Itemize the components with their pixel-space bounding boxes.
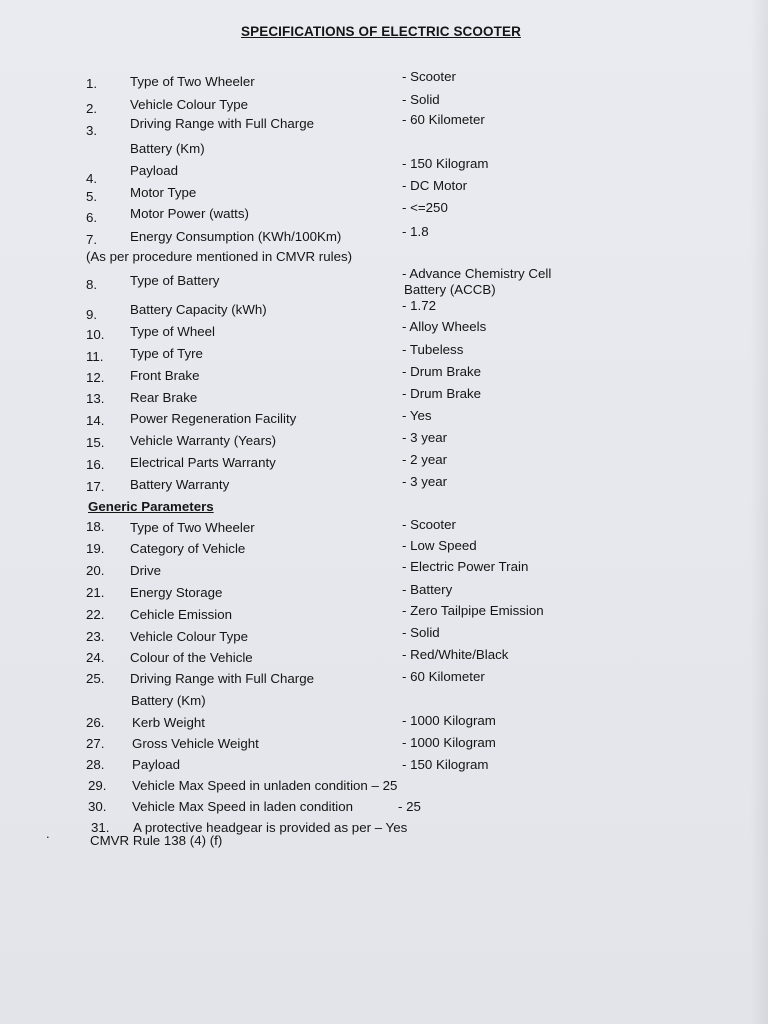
spec-label: Motor Type — [130, 185, 197, 200]
spec-number: 18. — [86, 519, 105, 534]
spec-number: 21. — [86, 585, 105, 600]
spec-value: - Zero Tailpipe Emission — [402, 603, 544, 618]
spec-number: 2. — [86, 101, 98, 116]
spec-row-continuation — [0, 141, 768, 161]
spec-value: - Low Speed — [402, 538, 477, 553]
spec-label: Energy Consumption (KWh/100Km) — [130, 229, 342, 244]
spec-number: 29. — [88, 778, 107, 793]
spec-label: Energy Storage — [130, 585, 223, 600]
spec-row — [0, 603, 768, 627]
spec-label: Drive — [130, 563, 162, 578]
spec-row — [0, 388, 768, 408]
spec-row — [0, 559, 768, 583]
spec-label: Category of Vehicle — [130, 541, 246, 556]
spec-number: 6. — [86, 210, 98, 225]
spec-row — [0, 432, 768, 452]
spec-row — [0, 366, 768, 386]
spec-label: Kerb Weight — [132, 715, 205, 730]
spec-number: 3. — [86, 123, 98, 138]
spec-value-continuation-row — [0, 282, 768, 302]
spec-label-continuation: Battery (Km) — [131, 693, 206, 708]
spec-label: Type of Wheel — [130, 324, 215, 339]
spec-label: Vehicle Colour Type — [130, 97, 249, 112]
spec-label: Motor Power (watts) — [130, 206, 249, 221]
spec-row — [0, 200, 768, 226]
spec-row — [0, 178, 768, 205]
spec-label: Battery Warranty — [130, 477, 230, 492]
spec-number: 30. — [88, 799, 107, 814]
spec-value: - 3 year — [402, 474, 448, 489]
spec-value: - 60 Kilometer — [402, 669, 485, 684]
spec-number: 4. — [86, 171, 98, 186]
spec-row — [0, 671, 768, 691]
spec-label: Driving Range with Full Charge — [130, 116, 315, 131]
spec-number: 27. — [86, 736, 105, 751]
spec-value: - <=250 — [402, 200, 448, 215]
spec-number: 1. — [86, 76, 98, 91]
spec-value: - 60 Kilometer — [402, 112, 485, 127]
spec-value: - Yes — [402, 408, 432, 423]
spec-number: 9. — [86, 307, 98, 322]
spec-row — [0, 538, 768, 561]
spec-label: Front Brake — [130, 368, 200, 383]
spec-value: - Scooter — [402, 69, 456, 84]
spec-label: Electrical Parts Warranty — [130, 455, 276, 470]
spec-number: 8. — [86, 277, 98, 292]
spec-number: 25. — [86, 671, 105, 686]
spec-row — [0, 625, 768, 649]
spec-row — [0, 92, 768, 116]
spec-value: - Electric Power Train — [402, 559, 529, 574]
spec-label: Payload — [132, 757, 181, 772]
spec-label: Type of Two Wheeler — [130, 74, 255, 89]
spec-number: 17. — [86, 479, 105, 494]
spec-value: - Drum Brake — [402, 386, 482, 401]
spec-label: Vehicle Max Speed in unladen condition – 25 — [132, 778, 398, 793]
spec-row — [0, 582, 768, 605]
spec-label: Type of Two Wheeler — [130, 520, 255, 535]
spec-value: - 150 Kilogram — [402, 757, 489, 772]
spec-number: 26. — [86, 715, 105, 730]
spec-value: - 25 — [398, 799, 421, 814]
spec-value: - Advance Chemistry Cell — [402, 266, 552, 281]
spec-number: 11. — [86, 349, 104, 364]
spec-value: - 150 Kilogram — [402, 156, 489, 171]
spec-value: - Scooter — [402, 517, 456, 532]
spec-row — [0, 799, 768, 819]
spec-value: - 3 year — [402, 430, 448, 445]
spec-label: Vehicle Colour Type — [130, 629, 249, 644]
spec-row — [0, 647, 768, 670]
spec-number: 28. — [86, 757, 105, 772]
spec-value: - 1.8 — [402, 224, 429, 239]
spec-row-continuation: CMVR Rule 138 (4) (f) — [90, 833, 223, 848]
spec-number: 14. — [86, 413, 105, 428]
section-heading-generic-parameters: Generic Parameters — [88, 499, 214, 514]
spec-row — [0, 757, 768, 777]
spec-label: Vehicle Max Speed in laden condition — [132, 799, 354, 814]
spec-number: 20. — [86, 563, 105, 578]
spec-value: - Battery — [402, 582, 453, 597]
spec-number: 22. — [86, 607, 105, 622]
spec-value: - Tubeless — [402, 342, 464, 357]
spec-number: 13. — [86, 391, 105, 406]
spec-row — [0, 736, 768, 756]
spec-number: 5. — [86, 189, 98, 204]
spec-value: - 2 year — [402, 452, 448, 467]
margin-mark: . — [46, 826, 50, 841]
spec-label: A protective headgear is provided as per – Yes — [133, 820, 408, 835]
spec-label: Vehicle Warranty (Years) — [130, 433, 277, 448]
spec-number: 7. — [86, 232, 98, 247]
spec-number: 10. — [86, 327, 105, 342]
spec-row — [0, 454, 768, 474]
spec-row — [0, 476, 768, 496]
spec-row — [0, 319, 768, 342]
spec-number: 16. — [86, 457, 105, 472]
spec-label: Rear Brake — [130, 390, 198, 405]
spec-number: 23. — [86, 629, 105, 644]
spec-value: - Alloy Wheels — [402, 319, 487, 334]
spec-number: 12. — [86, 370, 105, 385]
spec-number: 15. — [86, 435, 105, 450]
spec-number: 19. — [86, 541, 105, 556]
spec-label: Battery Capacity (kWh) — [130, 302, 267, 317]
document-title: SPECIFICATIONS OF ELECTRIC SCOOTER — [241, 24, 521, 39]
spec-label: Type of Tyre — [130, 346, 203, 361]
spec-label: Type of Battery — [130, 273, 220, 288]
spec-value: - DC Motor — [402, 178, 468, 193]
spec-label: Payload — [130, 163, 179, 178]
spec-label: Gross Vehicle Weight — [132, 736, 259, 751]
spec-label: Driving Range with Full Charge — [130, 671, 315, 686]
spec-row — [0, 519, 768, 539]
spec-row — [0, 410, 768, 430]
spec-row — [0, 112, 768, 138]
spec-row — [0, 298, 768, 322]
spec-number: 31. — [91, 820, 110, 835]
spec-row — [0, 344, 768, 364]
spec-row — [0, 224, 768, 248]
spec-label: Colour of the Vehicle — [130, 650, 253, 665]
spec-value: - 1000 Kilogram — [402, 713, 496, 728]
spec-row — [0, 69, 768, 94]
spec-label: Power Regeneration Facility — [130, 411, 297, 426]
spec-row — [0, 778, 768, 798]
spec-value: - 1000 Kilogram — [402, 735, 496, 750]
spec-value: - Red/White/Black — [402, 647, 509, 662]
procedure-note: (As per procedure mentioned in CMVR rules) — [86, 249, 353, 264]
spec-row — [0, 715, 768, 735]
spec-value: - Drum Brake — [402, 364, 482, 379]
spec-label-continuation: Battery (Km) — [130, 141, 205, 156]
spec-number: 24. — [86, 650, 105, 665]
spec-row-continuation — [0, 693, 768, 713]
spec-value: - 1.72 — [402, 298, 437, 313]
spec-value: - Solid — [402, 625, 440, 640]
spec-value-continuation: Battery (ACCB) — [404, 282, 496, 297]
spec-value: - Solid — [402, 92, 440, 107]
spec-label: Cehicle Emission — [130, 607, 232, 622]
